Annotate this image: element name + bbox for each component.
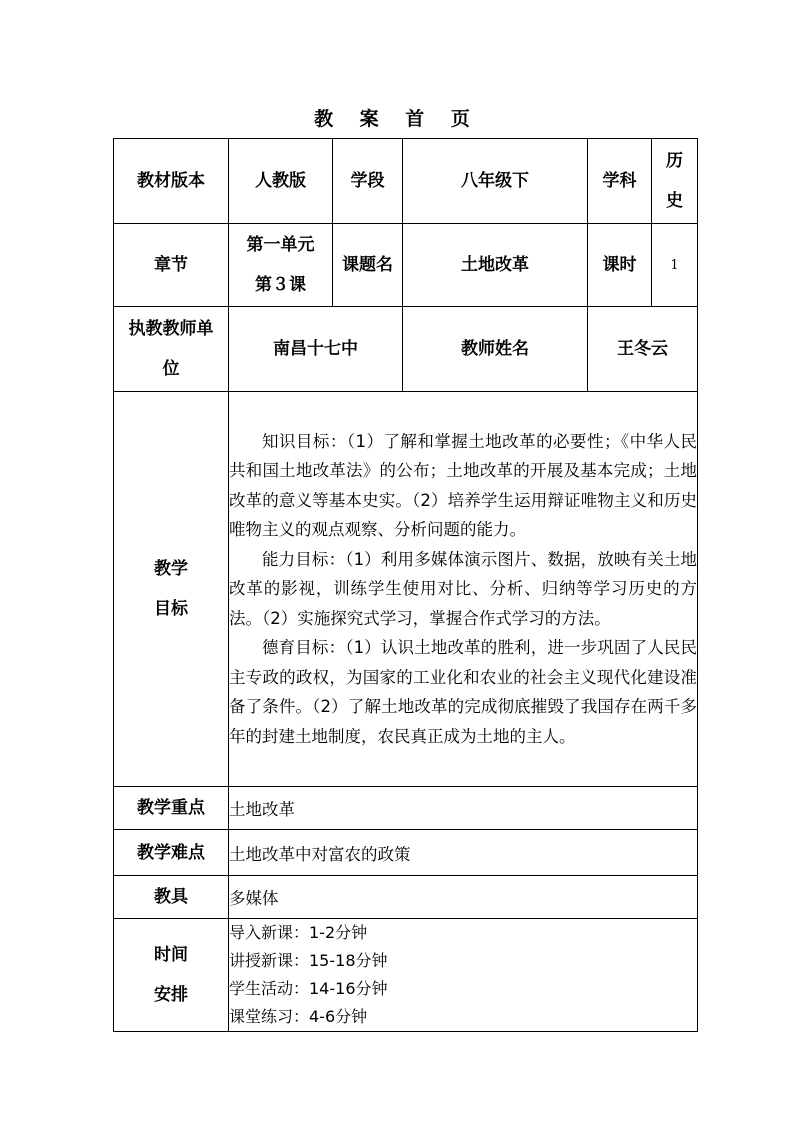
knowledge-goal: 知识目标：（1）了解和掌握土地改革的必要性；《中华人民共和国土地改革法》的公布；土地改革的开展及基本完成；土地改革的意义等基本史实。（2）培养学生运用辩证唯物主义和历史唯物主义的观点观察、分析问题的能力。 <box>229 431 697 540</box>
lesson-value: 土地改革 <box>403 224 588 307</box>
textbook-label: 教材版本 <box>114 139 229 224</box>
subject-label: 学科 <box>588 139 652 224</box>
chapter-value-line1: 第一单元 <box>246 235 315 255</box>
goals-label <box>114 392 229 787</box>
stage-value: 八年级下 <box>403 139 588 224</box>
periods-value: 1 <box>652 224 698 307</box>
table-row-chapter <box>114 224 698 307</box>
table-row-tools <box>114 876 698 919</box>
schedule-item: 讲授新课：15-18分钟 <box>229 951 388 970</box>
chapter-value <box>229 224 333 307</box>
teacher-value: 王冬云 <box>588 307 698 392</box>
table-row-key-point <box>114 787 698 830</box>
schedule-item: 导入新课：1-2分钟 <box>229 923 368 942</box>
schedule-label-line1: 时间 <box>154 945 188 965</box>
goals-label-line2: 目标 <box>154 599 188 619</box>
chapter-value-line2: 第３课 <box>255 275 306 295</box>
schedule-label <box>114 919 229 1032</box>
table-row-difficulty <box>114 830 698 876</box>
school-label <box>114 307 229 392</box>
tools-value: 多媒体 <box>229 876 698 919</box>
table-row-textbook <box>114 139 698 224</box>
teacher-label: 教师姓名 <box>403 307 588 392</box>
school-label-line2: 位 <box>162 359 180 379</box>
table-row-school <box>114 307 698 392</box>
ability-goal: 能力目标：（1）利用多媒体演示图片、数据，放映有关土地改革的影视，训练学生使用对比、分析、归纳等学习历史的方法。（2）实施探究式学习，掌握合作式学习的方法。 <box>229 549 697 628</box>
tools-label: 教具 <box>114 876 229 919</box>
schedule-content <box>229 919 698 1032</box>
key-point-label: 教学重点 <box>114 787 229 830</box>
moral-goal: 德育目标：（1）认识土地改革的胜利，进一步巩固了人民民主专政的政权，为国家的工业化和农业的社会主义现代化建设准备了条件。（2）了解土地改革的完成彻底摧毁了我国存在两千多年的封建土地制度，农民真正成为土地的主人。 <box>229 638 697 746</box>
lesson-label: 课题名 <box>333 224 403 307</box>
schedule-label-line2: 安排 <box>154 985 188 1005</box>
difficulty-value: 土地改革中对富农的政策 <box>229 830 698 876</box>
periods-label: 课时 <box>588 224 652 307</box>
textbook-value: 人教版 <box>229 139 333 224</box>
page-title: 教 案 首 页 <box>314 108 480 130</box>
chapter-label: 章节 <box>114 224 229 307</box>
goals-content <box>229 392 698 787</box>
schedule-item: 课堂练习：4-6分钟 <box>229 1007 368 1026</box>
subject-value-line2: 史 <box>666 191 683 211</box>
table-row-schedule <box>114 919 698 1032</box>
subject-value <box>652 139 698 224</box>
table-row-goals <box>114 392 698 787</box>
goals-label-line1: 教学 <box>154 559 188 579</box>
stage-label: 学段 <box>333 139 403 224</box>
schedule-item: 学生活动：14-16分钟 <box>229 979 388 998</box>
difficulty-label: 教学难点 <box>114 830 229 876</box>
school-value: 南昌十七中 <box>229 307 403 392</box>
key-point-value: 土地改革 <box>229 787 698 830</box>
lesson-plan-table <box>113 138 698 1032</box>
school-label-line1: 执教教师单 <box>128 319 214 339</box>
subject-value-line1: 历 <box>666 151 683 171</box>
